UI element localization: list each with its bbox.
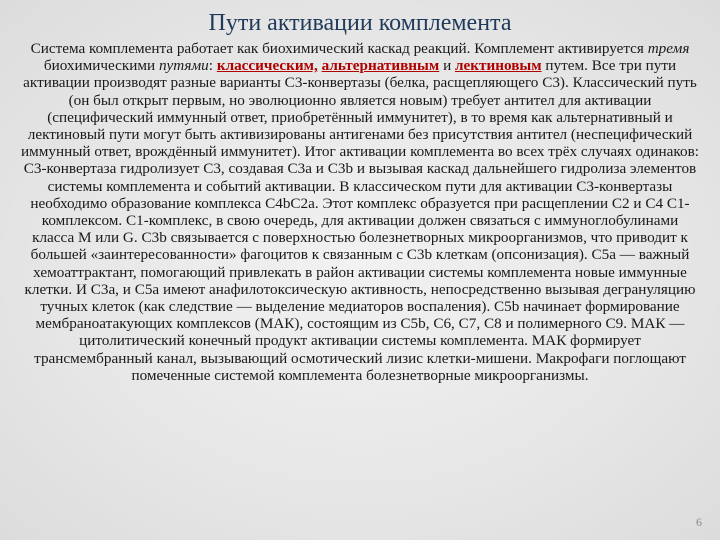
link-lectin-pathway[interactable]: лектиновым bbox=[455, 57, 542, 75]
page-number: 6 bbox=[696, 515, 702, 529]
emphasis-tremya: тремя bbox=[647, 40, 690, 57]
text-segment: : bbox=[208, 57, 217, 75]
text-segment: и bbox=[439, 57, 455, 75]
text-segment: путем. Все три пути активации производят разные варианты С3-конвертазы (белка, расщепляющего С3). Классический путь (он был открыт первым, но эволюционно является новым) требует антител для активации (специфический иммунный ответ, приобретённый иммунитет), в то время как альтернативный и лектиновый пути могут быть активизированы антигенами без присутствия антител (неспецифический иммунный ответ, врождённый иммунитет). Итог активации комплемента во всех трёх случаях одинаков: С3-конвертаза гидролизует С3, создавая С3а и С3b и вызывая каскад дальнейшего гидролиза элементов системы комплемента и событий активации. В классическом пути для активации С3-конвертазы необходимо образование комплекса С4bС2а. Этот комплекс образуется при расщеплении С2 и С4 С1-комплексом. С1-комплекс, в свою очередь, для активации должен связаться с иммуноглобулинами класса M или G. C3b связывается с поверхностью болезнетворных микроорганизмов, что приводит к большей «заинтересованности» фагоцитов к связанным с C3b клеткам (опсонизация). C5a — важный хемоаттрактант, помогающий привлекать в район активации системы комплемента новые иммунные клетки. И C3a, и C5a имеют анафилотоксическую активность, непосредственно вызывая дегрануляцию тучных клеток (как следствие — выделение медиаторов воспаления). C5b начинает формирование мембраноатакующих комплексов (МАК), состоящим из C5b, C6, C7, C8 и полимерного C9. МАК — цитолитический конечный продукт активации системы комплемента. МАК формирует трансмембранный канал, вызывающий осмотический лизис клетки-мишени. Макрофаги поглощают помеченные системой комплемента болезнетворные микроорганизмы. bbox=[21, 57, 699, 384]
emphasis-putyami: путями bbox=[158, 57, 209, 75]
text-segment: Система комплемента работает как биохимический каскад реакций. Комплемент активируется bbox=[30, 40, 648, 57]
link-classical-pathway[interactable]: классическим, bbox=[216, 57, 318, 75]
slide-title: Пути активации комплемента bbox=[208, 10, 512, 36]
text-segment: биохимическими bbox=[43, 57, 159, 75]
slide-body-text bbox=[20, 40, 700, 384]
link-alternative-pathway[interactable]: альтернативным bbox=[321, 57, 440, 75]
